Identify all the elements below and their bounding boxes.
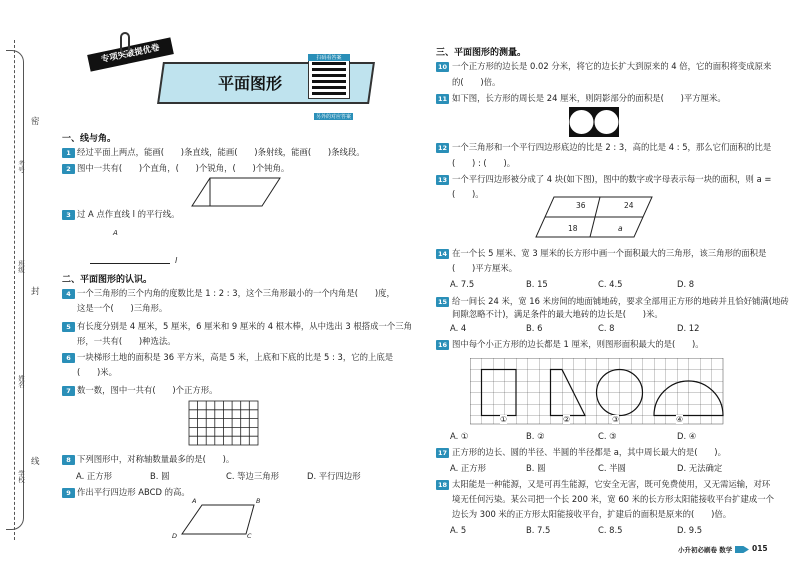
q18-option-a[interactable]: A. 5 <box>450 525 467 535</box>
q14-option-d[interactable]: D. 8 <box>677 279 695 289</box>
q5-number: 5 <box>62 322 75 332</box>
q1-text: 经过平面上两点，能画( )条直线，能画( )条射线，能画( )条线段。 <box>77 147 365 157</box>
q13-figure <box>534 195 654 239</box>
q16-mark-1: ① <box>500 415 508 424</box>
q6-text-2: ( )米。 <box>77 367 118 377</box>
q13-number: 13 <box>437 176 448 184</box>
margin-school: 学校 <box>17 470 25 483</box>
q14-text-2: ( )平方厘米。 <box>452 263 518 273</box>
q17-option-c[interactable]: C. 半圆 <box>598 463 626 473</box>
q11-number: 11 <box>437 95 448 103</box>
q1-number: 1 <box>62 148 75 158</box>
q5-text-2: 形，一共有( )种选法。 <box>77 336 176 346</box>
q14-number: 14 <box>437 250 448 258</box>
q4-text-1: 一个三角形的三个内角的度数比是 1 : 2 : 3，这个三角形最小的一个内角是( )度， <box>77 288 395 298</box>
q11-figure <box>568 106 620 138</box>
q9-label-c: C <box>247 532 252 540</box>
q10-number: 10 <box>437 63 448 71</box>
q15-option-c[interactable]: C. 8 <box>598 323 615 333</box>
q18-number: 18 <box>437 481 448 489</box>
q18-text-2: 境无任何污染。某公司把一个长 200 米，宽 60 米的长方形太阳能接收平台扩建成一个 <box>452 494 775 504</box>
q14-text-1: 在一个长 5 厘米、宽 3 厘米的长方形中画一个面积最大的三角形，该三角形的面积是 <box>452 248 767 258</box>
q7-grid <box>188 400 259 446</box>
q13-area-br: a <box>618 224 623 233</box>
qr-code-icon <box>309 58 349 98</box>
page-title: 平面图形 <box>217 74 282 93</box>
q13-area-bl: 18 <box>568 224 578 233</box>
margin-class: 班级 <box>17 260 25 273</box>
q8-option-a[interactable]: A. 正方形 <box>76 471 113 481</box>
q3-line <box>90 263 170 264</box>
q2-figure <box>190 176 282 208</box>
q3-number: 3 <box>62 210 75 220</box>
q6-number: 6 <box>62 353 75 363</box>
q3-text: 过 A 点作直线 l 的平行线。 <box>77 209 180 219</box>
q15-number: 15 <box>437 298 448 306</box>
q16-option-b[interactable]: B. ② <box>526 431 545 441</box>
q4-number: 4 <box>62 289 75 299</box>
q17-number: 17 <box>437 449 448 457</box>
q18-option-d[interactable]: D. 9.5 <box>677 525 703 535</box>
section-2-heading: 二、平面图形的认识。 <box>62 275 153 285</box>
q8-text: 下列图形中，对称轴数量最多的是( )。 <box>77 454 235 464</box>
q8-option-c[interactable]: C. 等边三角形 <box>226 471 280 481</box>
q17-option-a[interactable]: A. 正方形 <box>450 463 487 473</box>
q15-text-1: 给一间长 24 米，宽 16 米房间的地面铺地砖，要求全部用正方形的地砖并且恰好铺满(地砖 <box>452 296 789 306</box>
q16-option-a[interactable]: A. ① <box>450 431 469 441</box>
q2-number: 2 <box>62 164 75 174</box>
q16-option-c[interactable]: C. ③ <box>598 431 617 441</box>
q16-mark-2: ② <box>563 415 571 424</box>
q16-mark-3: ③ <box>612 415 620 424</box>
q15-text-2: 间隙忽略不计)，满足条件的最大地砖的边长是( )米。 <box>452 309 663 319</box>
q12-number: 12 <box>437 144 448 152</box>
q9-label-d: D <box>172 532 178 540</box>
q5-text-1: 有长度分别是 4 厘米，5 厘米，6 厘米和 9 厘米的 4 根木棒，从中选出 3 根搭成一个三角 <box>77 321 412 331</box>
q8-option-d[interactable]: D. 平行四边形 <box>307 471 361 481</box>
q10-text-1: 一个正方形的边长是 0.02 分米，将它的边长扩大到原来的 4 倍，它的面积将变成原来 <box>452 61 772 71</box>
q7-text: 数一数，图中一共有( )个正方形。 <box>77 385 218 395</box>
q8-number: 8 <box>62 455 75 465</box>
paperclip-icon <box>120 32 130 54</box>
binding-curve <box>6 50 24 530</box>
q16-mark-4: ④ <box>676 415 684 424</box>
q3-line-label: l <box>175 256 178 265</box>
page-number: 015 <box>752 544 768 553</box>
q9-text: 作出平行四边形 ABCD 的高。 <box>77 487 190 497</box>
q8-option-b[interactable]: B. 圆 <box>150 471 170 481</box>
q18-option-b[interactable]: B. 7.5 <box>526 525 551 535</box>
q11-text: 如下图，长方形的周长是 24 厘米，则阴影部分的面积是( )平方厘米。 <box>452 93 726 103</box>
q9-label-a: A <box>192 497 197 505</box>
q18-option-c[interactable]: C. 8.5 <box>598 525 623 535</box>
q15-option-d[interactable]: D. 12 <box>677 323 700 333</box>
badge-label: 专项突破提优卷 <box>87 37 174 71</box>
q14-option-c[interactable]: C. 4.5 <box>598 279 623 289</box>
q18-text-3: 边长为 300 米的正方形太阳能接收平台，扩建后的面积是原来的( )倍。 <box>452 509 732 519</box>
footer-arrow-icon <box>735 546 749 553</box>
q15-option-a[interactable]: A. 4 <box>450 323 467 333</box>
q17-option-b[interactable]: B. 圆 <box>526 463 546 473</box>
q13-area-tl: 36 <box>576 201 586 210</box>
q13-text-2: ( )。 <box>452 189 484 199</box>
q4-text-2: 这是一个( )三角形。 <box>77 303 168 313</box>
q14-option-b[interactable]: B. 15 <box>526 279 548 289</box>
q16-number: 16 <box>437 341 448 349</box>
q9-number: 9 <box>62 488 75 498</box>
qr-banner: 扫码看答案 <box>308 54 350 61</box>
section-1-heading: 一、线与角。 <box>62 134 117 144</box>
q17-option-d[interactable]: D. 无法确定 <box>677 463 723 473</box>
q18-text-1: 太阳能是一种能源，又是可再生能源，它安全无害，既可免费使用，又无需运输，对环 <box>452 479 771 489</box>
q12-text-2: ( ) : ( )。 <box>452 158 516 168</box>
q13-text: 一个平行四边形被分成了 4 块(如下图)，图中的数字或字母表示每一块的面积，则 a = <box>452 174 772 184</box>
margin-name: 姓名 <box>17 375 25 388</box>
q9-label-b: B <box>256 497 261 505</box>
margin-exam-no: 考号 <box>17 160 25 173</box>
q2-text: 图中一共有( )个直角，( )个锐角，( )个钝角。 <box>77 163 290 173</box>
q16-option-d[interactable]: D. ④ <box>677 431 697 441</box>
q7-number: 7 <box>62 386 75 396</box>
q13-area-tr: 24 <box>624 201 634 210</box>
q15-option-b[interactable]: B. 6 <box>526 323 543 333</box>
q17-text: 正方形的边长、圆的半径、半圆的半径都是 a，其中周长最大的是( )。 <box>452 447 726 457</box>
q10-text-2: 的( )倍。 <box>452 77 501 87</box>
footer-title: 小升初必刷卷 数学 <box>678 546 733 554</box>
q9-parallelogram <box>178 502 258 538</box>
margin-line: 线 <box>31 457 40 467</box>
q14-option-a[interactable]: A. 7.5 <box>450 279 475 289</box>
q16-figure <box>470 358 726 426</box>
q6-text-1: 一块梯形土地的面积是 36 平方米，高是 5 米，上底和下底的比是 5 : 3，它的上底是 <box>77 352 394 362</box>
margin-seal: 密 <box>31 117 40 127</box>
q12-text-1: 一个三角形和一个平行四边形底边的比是 2 : 3，高的比是 4 : 5，那么它们面积的比是 <box>452 142 772 152</box>
q3-point-a: A <box>113 229 118 237</box>
margin-feng: 封 <box>31 287 40 297</box>
q16-text: 图中每个小正方形的边长都是 1 厘米，则图形面积最大的是( )。 <box>452 339 704 349</box>
qr-caption: 另外的对应答案 <box>316 114 352 120</box>
section-3-heading: 三、平面图形的测量。 <box>436 48 527 58</box>
